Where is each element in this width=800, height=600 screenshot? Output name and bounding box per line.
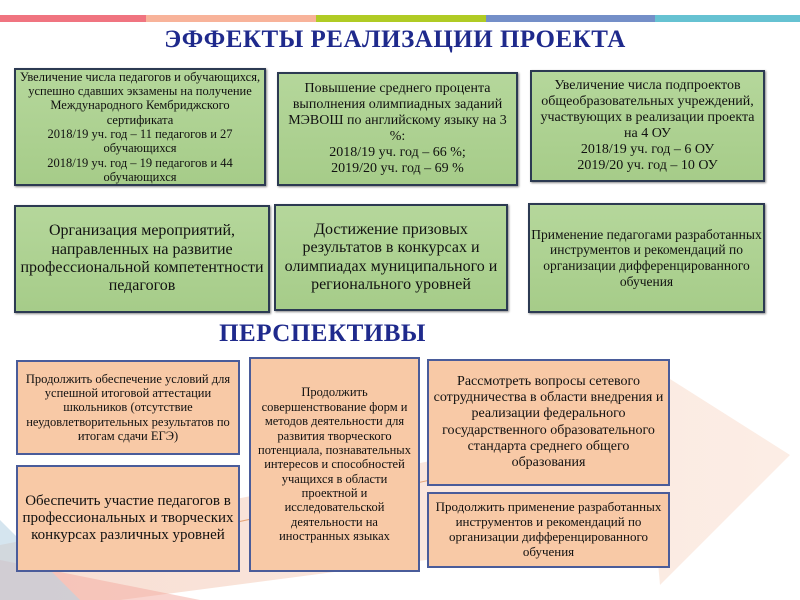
color-strip-segment (316, 15, 486, 22)
effect-box-tools: Применение педагогами разработанных инструментов и рекомендаций по организации дифференцированного обучения (528, 203, 765, 313)
effect-box-olympiad: Повышение среднего процента выполнения олимпиадных заданий МЭВОШ по английскому языку на 3 %: 2018/19 уч. год – 66 %; 2019/20 уч. год – 69 % (277, 72, 518, 186)
perspective-box-network: Рассмотреть вопросы сетевого сотрудничества в области внедрения и реализации федерального государственного образовательного стандарта среднего общего образования (427, 359, 670, 486)
color-strip-segment (0, 15, 146, 22)
effect-box-cambridge: Увеличение числа педагогов и обучающихся, успешно сдавших экзамены на получение Международного Кембриджского сертификата 2018/19 уч. год – 11 педагогов и 27 обучающихся 2018/19 уч. год – 19 педагогов и 44 обучающихся (14, 68, 266, 186)
perspective-box-contests: Обеспечить участие педагогов в профессиональных и творческих конкурсах различных уровней (16, 465, 240, 572)
effect-box-subprojects: Увеличение числа подпроектов общеобразовательных учреждений, участвующих в реализации проекта на 4 ОУ 2018/19 уч. год – 6 ОУ 2019/20 уч. год – 10 ОУ (530, 70, 765, 182)
effects-heading: ЭФФЕКТЫ РЕАЛИЗАЦИИ ПРОЕКТА (164, 26, 626, 53)
perspective-box-tools: Продолжить применение разработанных инструментов и рекомендаций по организации дифференцированного обучения (427, 492, 670, 568)
color-strip-segment (146, 15, 316, 22)
color-strip-segment (486, 15, 655, 22)
perspectives-heading: ПЕРСПЕКТИВЫ (219, 320, 426, 347)
effect-box-events: Организация мероприятий, направленных на развитие профессиональной компетентности педагогов (14, 205, 270, 313)
perspective-box-attestation: Продолжить обеспечение условий для успешной итоговой аттестации школьников (отсутствие неудовлетворительных результатов по итогам сдачи ЕГЭ) (16, 360, 240, 455)
color-strip-segment (655, 15, 800, 22)
perspective-box-methods: Продолжить совершенствование форм и методов деятельности для развития творческого потенциала, познавательных интересов и способностей учащихся в области проектной и исследовательской деятельности на иностранных языках (249, 357, 420, 572)
effect-box-prizes: Достижение призовых результатов в конкурсах и олимпиадах муниципального и регионального уровней (274, 204, 508, 311)
